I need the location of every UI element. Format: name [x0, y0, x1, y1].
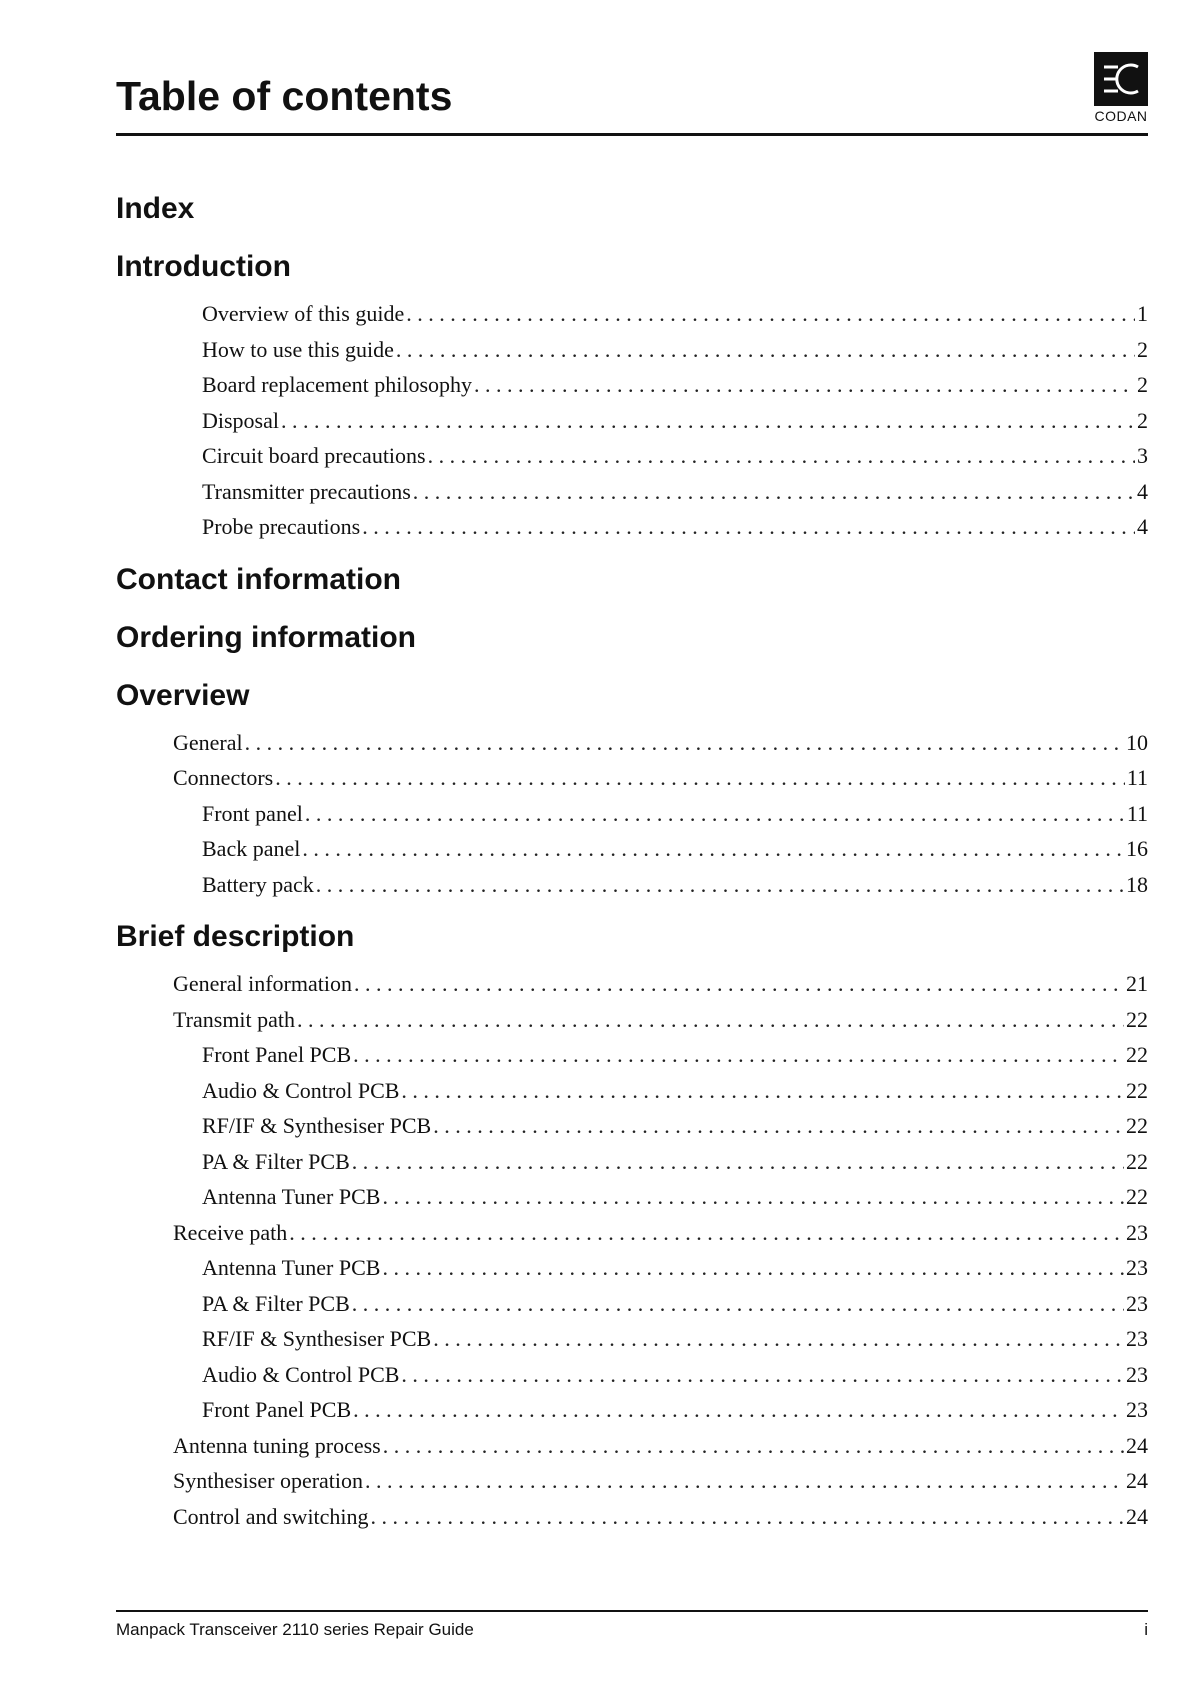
- toc-entry-label: Transmit path: [173, 1006, 296, 1032]
- dot-leader: [302, 831, 1124, 867]
- toc-entry[interactable]: [116, 1428, 1148, 1464]
- dot-leader: [474, 367, 1135, 403]
- page-title: Table of contents: [116, 73, 453, 119]
- toc-entry-page: 24: [1126, 1468, 1148, 1493]
- dot-leader: [365, 1463, 1124, 1499]
- toc-entry[interactable]: [116, 1463, 1148, 1499]
- toc-entry-label: Control and switching: [173, 1503, 369, 1529]
- toc-entry-label: Board replacement philosophy: [202, 372, 473, 397]
- toc-entry-page: 21: [1126, 971, 1148, 996]
- dot-leader: [354, 966, 1124, 1002]
- toc-section-heading[interactable]: Brief description: [116, 920, 355, 953]
- dot-leader: [275, 760, 1125, 796]
- footer-divider: [116, 1610, 1148, 1612]
- toc-entry-label: Synthesiser operation: [173, 1468, 364, 1493]
- dot-leader: [353, 1392, 1124, 1428]
- toc-entry-label: Front Panel PCB: [202, 1397, 352, 1422]
- toc-entry-label: Overview of this guide: [202, 301, 405, 326]
- toc-entry-page: 23: [1126, 1219, 1148, 1245]
- dot-leader: [352, 1144, 1124, 1180]
- toc-entry-label: Connectors: [173, 765, 274, 790]
- toc-entry-label: Audio & Control PCB: [202, 1361, 400, 1387]
- toc-entry-label: How to use this guide: [202, 336, 394, 362]
- toc-entry-page: 1: [1137, 301, 1148, 326]
- dot-leader: [396, 332, 1135, 368]
- toc-entry[interactable]: [116, 1108, 1148, 1144]
- toc-entry-page: 24: [1126, 1503, 1148, 1529]
- toc-entry[interactable]: [116, 1250, 1148, 1286]
- toc-entry[interactable]: [116, 1499, 1148, 1535]
- toc-entry-page: 22: [1126, 1006, 1148, 1032]
- dot-leader: [305, 796, 1125, 832]
- toc-entry[interactable]: [116, 296, 1148, 332]
- toc-entry[interactable]: [116, 403, 1148, 439]
- dot-leader: [316, 867, 1124, 903]
- dot-leader: [289, 1215, 1124, 1251]
- toc-entry-page: 11: [1126, 800, 1148, 826]
- toc-entry-page: 2: [1137, 372, 1148, 397]
- toc-entry[interactable]: [116, 1357, 1148, 1393]
- toc-entry[interactable]: [116, 1144, 1148, 1180]
- dot-leader: [352, 1286, 1124, 1322]
- toc-entry-page: 22: [1126, 1184, 1148, 1209]
- toc-entry-label: Transmitter precautions: [202, 478, 411, 504]
- toc-entry[interactable]: [116, 1392, 1148, 1428]
- toc-entry-page: 2: [1137, 407, 1148, 433]
- toc-entry-page: 23: [1126, 1255, 1148, 1280]
- toc-entry-label: PA & Filter PCB: [202, 1148, 350, 1174]
- toc-entry[interactable]: [116, 831, 1148, 867]
- dot-leader: [353, 1037, 1124, 1073]
- toc-entry[interactable]: [116, 1321, 1148, 1357]
- dot-leader: [362, 509, 1135, 545]
- toc-section-heading[interactable]: Ordering information: [116, 620, 416, 654]
- toc-entry-page: 23: [1126, 1290, 1148, 1316]
- toc-entry-label: Circuit board precautions: [202, 443, 426, 468]
- dot-leader: [371, 1499, 1124, 1535]
- toc-entry-page: 22: [1126, 1077, 1148, 1103]
- toc-entry-label: Antenna Tuner PCB: [202, 1184, 381, 1209]
- toc-entry-label: Battery pack: [202, 871, 314, 897]
- toc-entry-page: 3: [1137, 443, 1148, 468]
- toc-entry-page: 4: [1137, 514, 1148, 539]
- dot-leader: [413, 474, 1135, 510]
- toc-entry[interactable]: [116, 474, 1148, 510]
- toc-entry-page: 11: [1126, 765, 1148, 790]
- toc-entry-label: Front Panel PCB: [202, 1042, 352, 1067]
- toc-section-heading[interactable]: Index: [116, 192, 195, 225]
- toc-entry[interactable]: [116, 1037, 1148, 1073]
- dot-leader: [433, 1321, 1124, 1357]
- dot-leader: [245, 725, 1124, 761]
- toc-entry[interactable]: [116, 1286, 1148, 1322]
- toc-entry-page: 22: [1126, 1042, 1148, 1067]
- toc-entry-page: 18: [1126, 871, 1148, 897]
- dot-leader: [428, 438, 1135, 474]
- dot-leader: [383, 1428, 1124, 1464]
- toc-entry-page: 23: [1126, 1361, 1148, 1387]
- toc-entry-page: 22: [1126, 1148, 1148, 1174]
- toc-entry[interactable]: [116, 725, 1148, 761]
- toc-entry[interactable]: [116, 332, 1148, 368]
- toc-entry-label: Front panel: [202, 800, 303, 826]
- dot-leader: [401, 1357, 1124, 1393]
- toc-entry-label: Receive path: [173, 1219, 288, 1245]
- toc-entry-page: 4: [1137, 478, 1148, 504]
- toc-section-heading[interactable]: Introduction: [116, 250, 291, 283]
- title-divider: [116, 133, 1148, 136]
- toc-entry[interactable]: [116, 367, 1148, 403]
- dot-leader: [406, 296, 1135, 332]
- toc-entry-label: RF/IF & Synthesiser PCB: [202, 1113, 432, 1138]
- toc-entry[interactable]: [116, 1002, 1148, 1038]
- logo-wordmark: CODAN: [1094, 108, 1148, 124]
- toc-entry-label: Antenna Tuner PCB: [202, 1255, 381, 1280]
- dot-leader: [433, 1108, 1124, 1144]
- toc-entry[interactable]: [116, 509, 1148, 545]
- toc-entry[interactable]: [116, 760, 1148, 796]
- toc-entry-page: 10: [1126, 729, 1148, 755]
- toc-entry-page: 23: [1126, 1326, 1148, 1351]
- toc-entry[interactable]: [116, 438, 1148, 474]
- codan-logo: [1094, 52, 1148, 123]
- codan-logo-icon: [1094, 52, 1148, 106]
- toc-entry-page: 24: [1126, 1432, 1148, 1458]
- toc-entry-label: Antenna tuning process: [173, 1432, 381, 1458]
- dot-leader: [401, 1073, 1124, 1109]
- toc-entry-label: PA & Filter PCB: [202, 1290, 350, 1316]
- toc-entry-label: Back panel: [202, 836, 301, 861]
- toc-entry-label: Disposal: [202, 407, 279, 433]
- toc-entry-page: 23: [1126, 1397, 1148, 1422]
- toc-entry[interactable]: [116, 966, 1148, 1002]
- toc-entry-page: 16: [1126, 836, 1148, 861]
- toc-section-heading[interactable]: Contact information: [116, 562, 401, 596]
- toc-entry-label: General information: [173, 971, 352, 996]
- toc-entry[interactable]: [116, 867, 1148, 903]
- dot-leader: [281, 403, 1135, 439]
- toc-entry[interactable]: [116, 796, 1148, 832]
- toc-entry-page: 22: [1126, 1113, 1148, 1138]
- toc-entry[interactable]: [116, 1215, 1148, 1251]
- dot-leader: [382, 1250, 1124, 1286]
- footer-page-number: i: [1144, 1620, 1148, 1639]
- dot-leader: [382, 1179, 1124, 1215]
- toc-entry-label: General: [173, 729, 243, 755]
- toc-entry-label: Audio & Control PCB: [202, 1077, 400, 1103]
- toc-entry[interactable]: [116, 1073, 1148, 1109]
- toc-entry-label: Probe precautions: [202, 514, 361, 539]
- toc-section-heading[interactable]: Overview: [116, 678, 250, 712]
- toc-entry[interactable]: [116, 1179, 1148, 1215]
- dot-leader: [297, 1002, 1124, 1038]
- table-of-contents: [116, 180, 1148, 1540]
- toc-entry-page: 2: [1137, 336, 1148, 362]
- footer-document-title: Manpack Transceiver 2110 series Repair Guide: [116, 1620, 474, 1639]
- toc-entry-label: RF/IF & Synthesiser PCB: [202, 1326, 432, 1351]
